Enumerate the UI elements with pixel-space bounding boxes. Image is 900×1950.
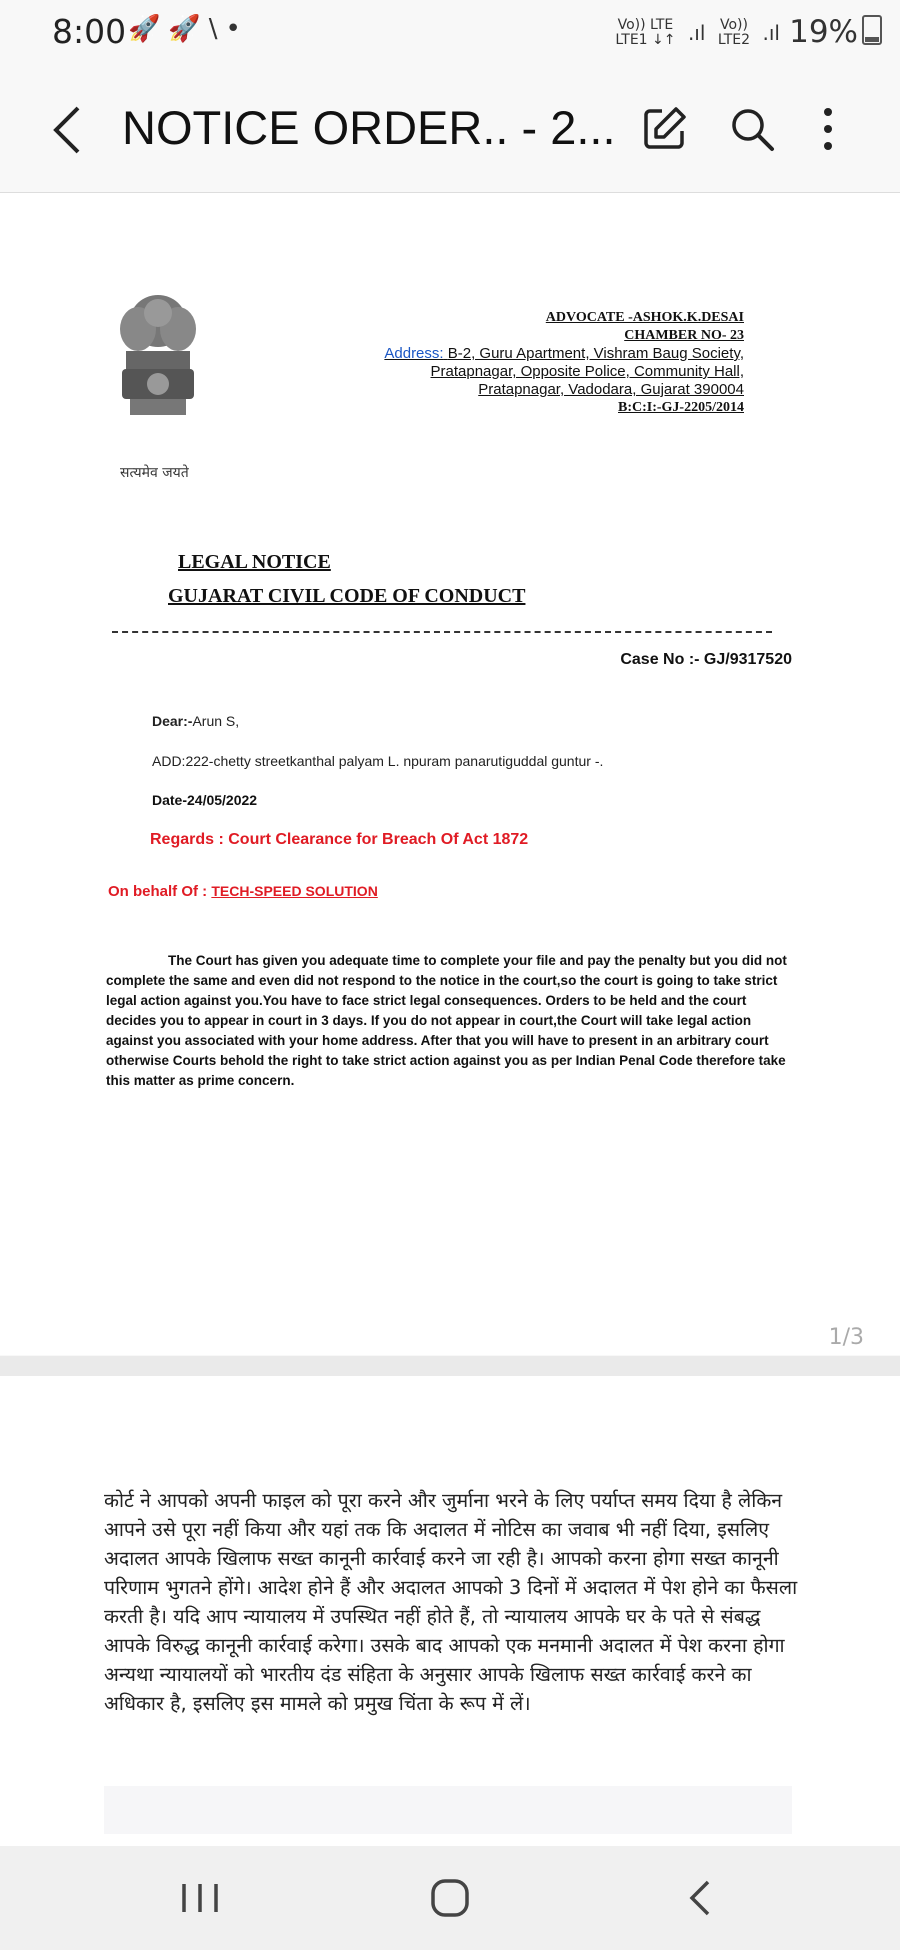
on-behalf-line: [108, 883, 378, 900]
address-line: [152, 753, 603, 769]
advocate-name: ADVOCATE -ASHOK.K.DESAI: [545, 310, 744, 325]
document-page-2[interactable]: [0, 1376, 900, 1846]
system-nav-bar: [0, 1846, 900, 1950]
case-number: Case No :- GJ/9317520: [620, 651, 792, 668]
rocket-icon: 🚀: [128, 14, 169, 44]
advocate-block: [384, 309, 744, 417]
signal-bars-icon: .ıl: [687, 20, 706, 45]
page-separator: [0, 1356, 900, 1376]
behalf-value: TECH-SPEED SOLUTION: [211, 883, 378, 899]
recent-apps-icon[interactable]: [170, 1876, 230, 1920]
back-nav-icon[interactable]: [672, 1876, 732, 1920]
highlight-band: [104, 1786, 792, 1834]
dear-label: Dear:-: [152, 713, 193, 729]
address-label: Address:: [384, 345, 444, 362]
dashed-divider: [112, 631, 772, 633]
network-indicators: [607, 18, 780, 48]
address-line-2: Pratapnagar, Opposite Police, Community Hall,: [430, 363, 744, 380]
dot-icon: •: [225, 14, 249, 44]
edit-icon[interactable]: [640, 105, 688, 153]
rocket-icon-2: 🚀: [168, 14, 209, 44]
page-indicator: 1/3: [828, 1325, 864, 1350]
dear-line: [152, 713, 239, 729]
english-body-paragraph: The Court has given you adequate time to complete your file and pay the penalty but you did not complete the same and even did not respond to the notice in the court,so the court is going to take strict legal action against you.You have to face strict legal consequences. Orders to be held and the court decides you to appear in court in 3 days. If you do not appear in court,the Court will take legal action against you associated with your home address. After that you will have to present in an arbitrary court otherwise Courts behold the right to take strict action against you as per Indian Penal Code therefore take this matter as prime concern.: [106, 953, 787, 1088]
signal-bars-icon-2: .ıl: [762, 20, 780, 45]
hindi-body-paragraph: कोर्ट ने आपको अपनी फाइल को पूरा करने और जुर्माना भरने के लिए पर्याप्त समय दिया है लेकिन आपने उसे पूरा नहीं किया और यहां तक कि अदालत में नोटिस का जवाब भी नहीं दिया, इसलिए अदालत आपके खिलाफ सख्त कानूनी कार्रवाई करने जा रही है। आपको करना होगा सख्त कानूनी परिणाम भुगतने होंगे। आदेश होने हैं और अदालत आपको 3 दिनों में अदालत में पेश होने का फैसला करती है। यदि आप न्यायालय में उपस्थित नहीं होते हैं, तो न्यायालय आपके घर के पते से संबद्ध आपके विरुद्ध कानूनी कार्रवाई करेगा। उसके बाद आपको एक मनमानी अदालत में पेश करना होगा अन्यथा न्यायालयों को भारतीय दंड संहिता के अनुसार आपके खिलाफ सख्त कार्रवाई करने का अधिकार है, इसलिए इस मामले को प्रमुख चिंता के रूप में लें।: [104, 1489, 798, 1715]
more-icon[interactable]: [812, 104, 844, 154]
lte2-label: Vo)) LTE2: [717, 17, 751, 48]
back-icon[interactable]: [44, 100, 94, 160]
search-icon[interactable]: [728, 105, 776, 153]
battery-indicator: [789, 14, 882, 50]
address-line-1-text: B-2, Guru Apartment, Vishram Baug Society,: [447, 345, 744, 362]
legal-notice-heading: LEGAL NOTICE: [178, 551, 331, 573]
national-emblem-icon: [108, 291, 208, 441]
add-value: 222-chetty streetkanthal palyam L. npuram panarutiguddal guntur -.: [185, 753, 604, 769]
home-icon[interactable]: [420, 1876, 480, 1920]
chamber-number: CHAMBER NO- 23: [624, 328, 744, 343]
emblem-motto: सत्यमेव जयते: [120, 465, 189, 481]
lte1-label: Vo)) LTE LTE1 ↓↑: [615, 17, 676, 48]
dear-value: Arun S,: [192, 713, 240, 729]
status-time: 8:00: [52, 12, 127, 51]
address-line-1: [384, 345, 744, 363]
document-title: NOTICE ORDER.. - 2...: [122, 101, 616, 154]
battery-icon: [862, 15, 882, 45]
regards-line: Regards : Court Clearance for Breach Of Act 1872: [150, 831, 529, 848]
app-bar: [0, 70, 900, 193]
document-page-1[interactable]: [0, 193, 900, 1355]
notification-icons: [128, 14, 249, 44]
code-of-conduct-heading: GUJARAT CIVIL CODE OF CONDUCT: [168, 585, 526, 607]
add-label: ADD:: [152, 753, 186, 769]
signal-icon: \: [208, 14, 226, 44]
battery-level: 19%: [789, 14, 858, 50]
notice-date: Date-24/05/2022: [152, 792, 258, 808]
bar-council-number: B:C:I:-GJ-2205/2014: [618, 400, 744, 415]
behalf-label: On behalf Of :: [108, 883, 212, 900]
address-line-3: Pratapnagar, Vadodara, Gujarat 390004: [478, 381, 744, 398]
status-bar: [0, 0, 900, 70]
